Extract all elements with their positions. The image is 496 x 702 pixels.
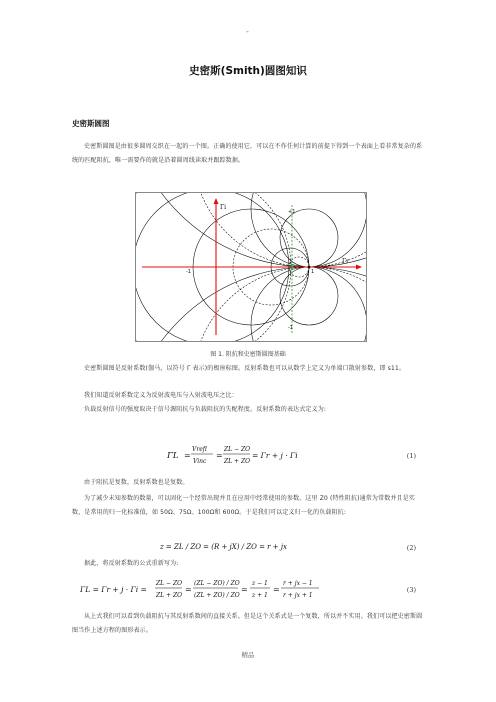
section-title: 史密斯圆图	[72, 119, 110, 128]
intro-paragraph: 史密斯圆图是由很多圆周交织在一起的一个图。正确的使用它，可以在不作任何计算的前提下得到一个表面上看非常复杂的系统的匹配阻抗，唯一需要作的就是沿着圆周线读取并跟踪数据。	[72, 143, 423, 164]
eq1-frac1-den: Vinc	[193, 458, 207, 465]
eq3-number: (3)	[406, 586, 416, 594]
svg-text:=: =	[184, 451, 191, 460]
equation-3	[72, 574, 424, 604]
eq3-f1-den: ZL + ZO	[156, 592, 183, 599]
svg-text:=: =	[241, 585, 248, 594]
eq3-f1-num: ZL − ZO	[156, 580, 183, 587]
eq1-frac1-num: Vrefl	[192, 446, 207, 453]
paragraph-3: 负载反射信号的强度取决于信号源阻抗与负载阻抗的失配程度。反射系数的表达式定义为:	[84, 406, 327, 413]
page-footer: 精品	[241, 651, 255, 659]
eq3-f3-den: z + 1	[252, 592, 268, 599]
paragraph-7: 从上式我们可以看到负载阻抗与其反射系数间的直接关系。但是这个关系式是一个复数，所以并不实用。我们可以把史密斯圆图当作上述方程的图形表示。	[72, 613, 423, 634]
paragraph-4: 由于阻抗是复数，反射系数也是复数。	[84, 479, 189, 486]
smith-chart-figure	[135, 192, 367, 342]
reactance-arc	[251, 267, 366, 341]
eq3-f3-num: z − 1	[252, 580, 268, 587]
paragraph-1: 史密斯圆图是反射系数(伽马，以符号 Γ 表示)的极座标图。反射系数也可以从数学上定义为单端口散射参数，即 s11。	[84, 365, 406, 372]
figure-caption: 图 1. 阻抗和史密斯圆图基础	[210, 351, 286, 358]
label-pos1-x: 1	[311, 269, 315, 275]
equation-2	[72, 540, 424, 556]
paragraph-6: 据此，将反射系数的公式重新写为:	[84, 560, 179, 567]
eq1-rhs: = Γr + j · Γi	[252, 451, 298, 460]
eq2-number: (2)	[406, 544, 416, 552]
y-axis-arrow-icon	[214, 198, 219, 204]
equation-1	[72, 440, 424, 470]
eq1-number: (1)	[406, 452, 416, 460]
eq3-f4-num: r + jx − 1	[283, 580, 313, 587]
equation-3-svg	[72, 574, 424, 604]
svg-text:=: =	[273, 585, 280, 594]
eq3-f2-den: (ZL + ZO) / ZO	[194, 592, 240, 599]
label-minus1: -1	[288, 325, 293, 331]
paragraph-5: 为了减少未知参数的数量，可以固化一个经常出现并且在应用中经常使用的参数。这里 Z0 (特性阻抗)通常为常数并且是实数，是常用的归一化标准值，如 50Ω、75Ω、100Ω和 600Ω。于是我们可以定义归一化的负载阻抗:	[72, 495, 415, 516]
label-plus1: +1	[288, 209, 296, 215]
eq1-frac2-num: ZL − ZO	[224, 446, 251, 453]
header-mark: -	[246, 27, 249, 36]
eq1-frac2-den: ZL + ZO	[224, 458, 251, 465]
page-title: 史密斯(Smith)圆图知识	[189, 65, 307, 77]
axis-y-label: Γi	[220, 204, 227, 211]
point-marker	[290, 265, 293, 268]
equation-1-svg	[72, 440, 424, 470]
smith-chart-svg	[136, 193, 366, 341]
eq3-f2-num: (ZL − ZO) / ZO	[194, 580, 240, 587]
eq3-f4-den: r + jx + 1	[283, 592, 313, 599]
reactance-arc	[251, 193, 366, 267]
eq1-lhs: ΓL	[167, 451, 179, 461]
svg-text:=: =	[216, 451, 223, 460]
paragraph-2: 我们知道反射系数定义为反射波电压与入射波电压之比：	[84, 392, 238, 399]
label-neg1-x: -1	[186, 269, 191, 275]
axis-x-label: Γr	[342, 258, 350, 265]
point-marker	[308, 266, 311, 269]
eq3-lhs: ΓL = Γr + j · Γi =	[80, 585, 147, 594]
eq2-text: z = ZL / ZO = (R + jX) / ZO = r + jx	[160, 543, 287, 551]
svg-text:=: =	[185, 585, 192, 594]
x-axis-arrow-icon	[356, 265, 362, 270]
